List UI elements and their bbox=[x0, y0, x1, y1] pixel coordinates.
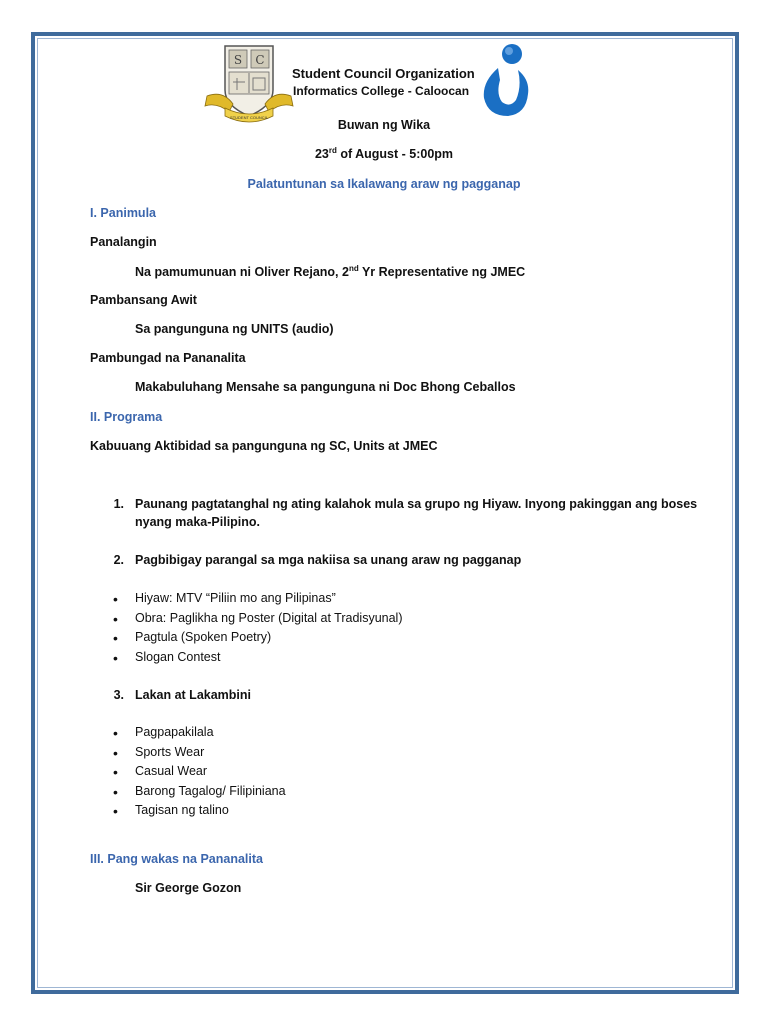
section-heading-pangwakas: III. Pang wakas na Pananalita bbox=[90, 852, 263, 866]
bullet-icon: • bbox=[113, 650, 118, 666]
anthem-label: Pambansang Awit bbox=[90, 293, 197, 307]
bullet-icon: • bbox=[113, 764, 118, 780]
panalangin-detail: Na pamumunuan ni Oliver Rejano, 2nd Yr Representative ng JMEC bbox=[135, 264, 526, 280]
list-item-3: Lakan at Lakambini bbox=[135, 688, 252, 702]
section-heading-programa: II. Programa bbox=[90, 410, 163, 424]
svg-text:STUDENT COUNCIL: STUDENT COUNCIL bbox=[230, 115, 268, 120]
list-number-1: 1. bbox=[113, 497, 124, 511]
award-item: Slogan Contest bbox=[135, 650, 221, 664]
award-item: Hiyaw: MTV “Piliin mo ang Pilipinas” bbox=[135, 591, 336, 605]
list-item-1-line2: nyang maka-Pilipino. bbox=[135, 515, 261, 529]
program-title: Palatuntunan sa Ikalawang araw ng pagganap bbox=[247, 177, 521, 191]
award-item: Pagtula (Spoken Poetry) bbox=[135, 630, 272, 644]
svg-text:S: S bbox=[233, 53, 243, 67]
bullet-icon: • bbox=[113, 745, 118, 761]
pageant-item: Casual Wear bbox=[135, 764, 208, 778]
opening-detail: Makabuluhang Mensahe sa pangunguna ni Doc Bhong Ceballos bbox=[135, 380, 516, 394]
school-seal-logo bbox=[203, 40, 295, 128]
event-title: Buwan ng Wika bbox=[337, 118, 431, 132]
pageant-item: Sports Wear bbox=[135, 745, 205, 759]
bullet-icon: • bbox=[113, 630, 118, 646]
bullet-icon: • bbox=[113, 803, 118, 819]
pageant-item: Barong Tagalog/ Filipiniana bbox=[135, 784, 286, 798]
list-number-2: 2. bbox=[113, 553, 124, 567]
bullet-icon: • bbox=[113, 784, 118, 800]
informatics-i-logo bbox=[478, 42, 532, 120]
opening-label: Pambungad na Pananalita bbox=[90, 351, 246, 365]
bullet-icon: • bbox=[113, 725, 118, 741]
list-item-2: Pagbibigay parangal sa mga nakiisa sa unang araw ng pagganap bbox=[135, 553, 522, 567]
programa-intro: Kabuuang Aktibidad sa pangunguna ng SC, Units at JMEC bbox=[90, 439, 438, 453]
list-number-3: 3. bbox=[113, 688, 124, 702]
anthem-detail: Sa pangunguna ng UNITS (audio) bbox=[135, 322, 334, 336]
award-item: Obra: Paglikha ng Poster (Digital at Tradisyunal) bbox=[135, 611, 403, 625]
closing-speaker: Sir George Gozon bbox=[135, 881, 242, 895]
college-name: Informatics College - Caloocan bbox=[293, 84, 470, 98]
bullet-icon: • bbox=[113, 591, 118, 607]
svg-text:C: C bbox=[255, 53, 265, 67]
section-heading-panimula: I. Panimula bbox=[90, 206, 156, 220]
list-item-1-line1: Paunang pagtatanghal ng ating kalahok mula sa grupo ng Hiyaw. Inyong pakinggan ang boses bbox=[135, 497, 698, 511]
org-name: Student Council Organization bbox=[292, 66, 475, 81]
bullet-icon: • bbox=[113, 611, 118, 627]
panalangin-label: Panalangin bbox=[90, 235, 157, 249]
event-date: 23rd of August - 5:00pm bbox=[314, 146, 454, 162]
pageant-item: Pagpapakilala bbox=[135, 725, 214, 739]
pageant-item: Tagisan ng talino bbox=[135, 803, 229, 817]
